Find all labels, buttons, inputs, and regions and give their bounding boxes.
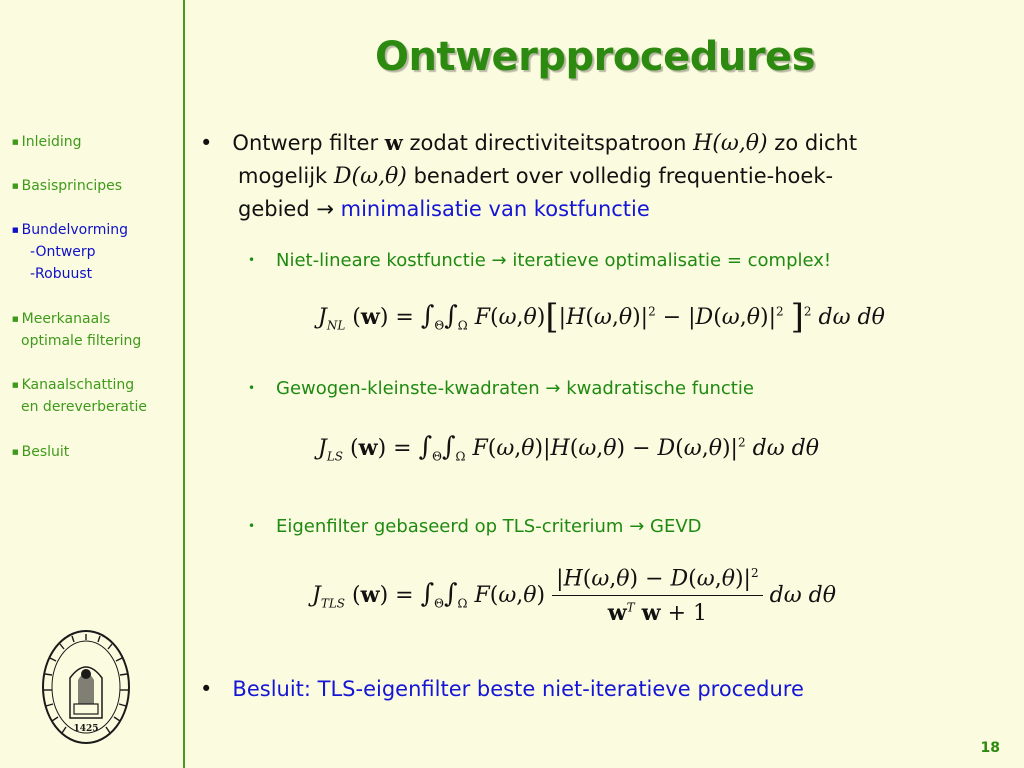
sub-bullet-least-squares: • Gewogen-kleinste-kwadraten → kwadratische functie <box>248 378 754 399</box>
conclusion-bullet: • Besluit: TLS-eigenfilter beste niet-iteratieve procedure <box>200 677 804 701</box>
sidebar-subitem-ontwerp[interactable]: -Ontwerp <box>30 244 96 260</box>
sidebar-item-meerkanaals-line2[interactable]: optimale filtering <box>21 333 142 349</box>
bullet-icon: ■ <box>12 448 19 456</box>
bullet-icon: ■ <box>12 226 19 234</box>
sidebar-item-basisprincipes[interactable]: ■ Basisprincipes <box>12 178 123 194</box>
bullet-icon: • <box>200 131 213 155</box>
sidebar-divider <box>183 0 185 768</box>
main-bullet-line1: • Ontwerp filter w zodat directiviteitspatroon H(ω,θ) zo dicht <box>200 130 858 156</box>
university-seal-logo <box>40 628 132 746</box>
slide-title: Ontwerpprocedures <box>375 34 815 80</box>
main-bullet-line2: mogelijk D(ω,θ) benadert over volledig frequentie-hoek- <box>238 164 834 189</box>
bullet-icon: • <box>248 519 256 533</box>
bullet-icon: ■ <box>12 138 19 146</box>
tls-fraction: $\frac{|H(\omega,\theta) - D(\omega,\theta)|^2}{w^T w + 1}$ <box>552 566 763 626</box>
bullet-icon: ■ <box>12 182 19 190</box>
equation-jtls: $J_{TLS}$ $(w) = \int_\Theta\int_\Omega$ F(ω,θ) $\frac{|H(\omega,\theta) - D(\omega,\theta)|^2}{w^T w + 1}$ dω dθ <box>312 566 836 627</box>
sidebar-item-kanaalschatting-line2[interactable]: en dereverberatie <box>21 399 147 415</box>
sidebar-item-meerkanaals[interactable]: ■ Meerkanaals <box>12 311 111 327</box>
bullet-icon: • <box>200 677 213 701</box>
equation-jls: $J_{LS}$ $(w) = \int_\Theta\int_\Omega$ $F(\omega,\theta)|H(\omega,\theta) - D(\omega,\theta)|^2$ dω dθ <box>318 432 819 464</box>
sub-bullet-nonlinear: • Niet-lineare kostfunctie → iteratieve optimalisatie = complex! <box>248 250 832 271</box>
equation-jnl: $J_{NL}$ $(w) = \int_\Theta\int_\Omega$ $F(\omega,\theta)[|H(\omega,\theta)|^2 - |D(\omega,\theta)|^2$ ]$^2$ dω dθ <box>318 297 885 337</box>
bullet-icon: • <box>248 381 256 395</box>
bullet-icon: • <box>248 253 256 267</box>
bullet-icon: ■ <box>12 381 19 389</box>
sidebar-item-kanaalschatting[interactable]: ■ Kanaalschatting <box>12 377 135 393</box>
sub-bullet-eigenfilter: • Eigenfilter gebaseerd op TLS-criterium → GEVD <box>248 516 702 537</box>
sidebar-subitem-robuust[interactable]: -Robuust <box>30 266 93 282</box>
svg-text:1425: 1425 <box>73 724 99 734</box>
main-bullet-line3: gebied → minimalisatie van kostfunctie <box>238 197 650 221</box>
sidebar-item-besluit[interactable]: ■ Besluit <box>12 444 70 460</box>
sidebar-item-bundelvorming[interactable]: ■ Bundelvorming <box>12 222 129 238</box>
bullet-icon: ■ <box>12 315 19 323</box>
sidebar-item-inleiding[interactable]: ■ Inleiding <box>12 134 82 150</box>
page-number: 18 <box>980 740 1000 756</box>
